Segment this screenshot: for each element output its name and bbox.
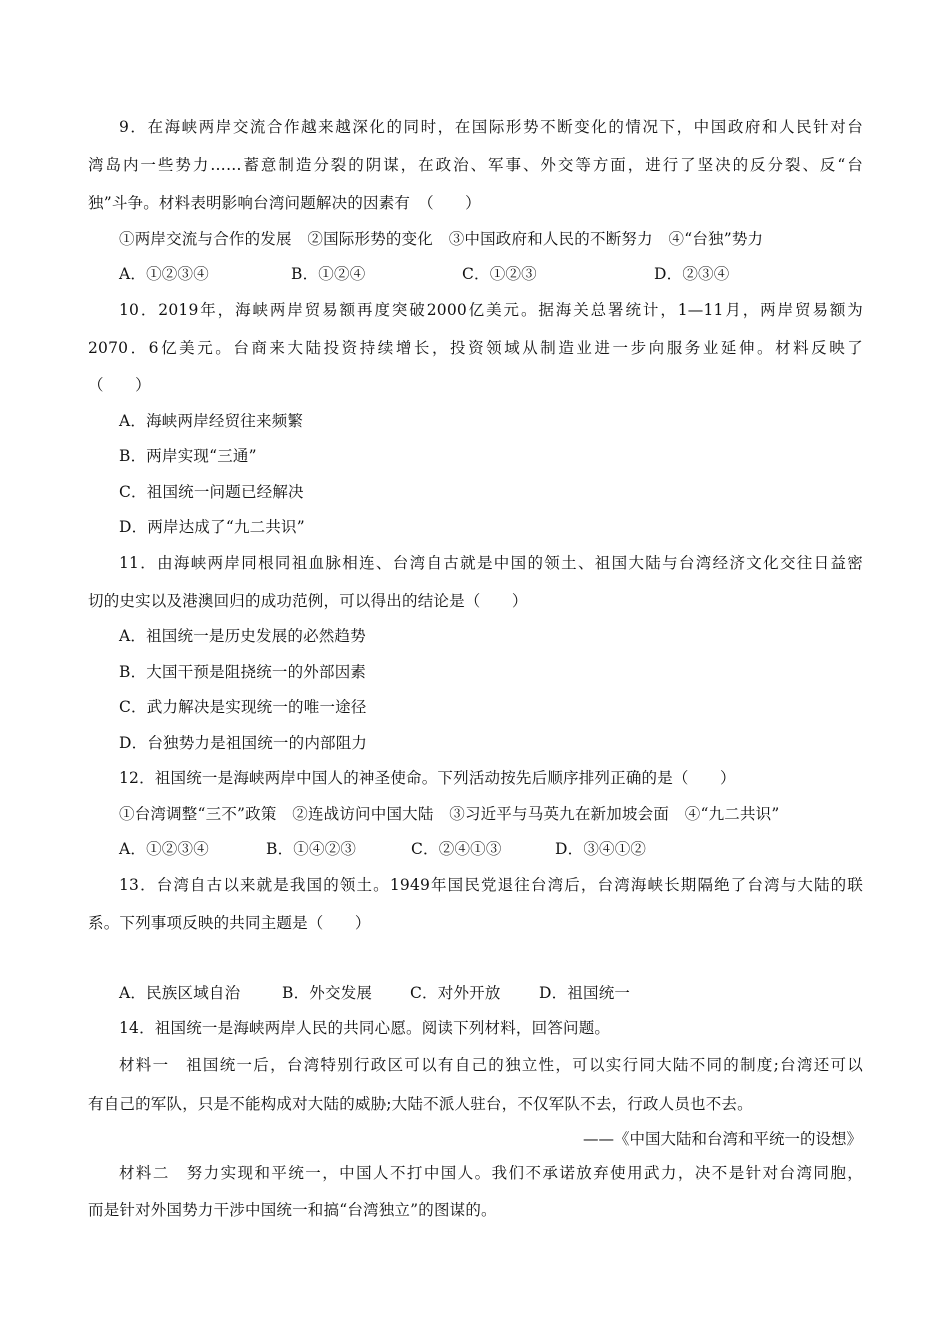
q11-option-a[interactable]: A．祖国统一是历史发展的必然趋势 <box>119 627 366 645</box>
q11-option-d[interactable]: D．台独势力是祖国统一的内部阻力 <box>119 734 368 752</box>
q14-material2-line1: 材料二 努力实现和平统一，中国人不打中国人。我们不承诺放弃使用武力，决不是针对台湾同胞， <box>119 1164 863 1182</box>
q9-stem-line3: 独”斗争。材料表明影响台湾问题解决的因素有 （ ） <box>88 194 481 212</box>
q10-option-a[interactable]: A．海峡两岸经贸往来频繁 <box>119 412 304 430</box>
q12-option-c[interactable]: C．②④①③ <box>411 840 502 858</box>
q10-option-c[interactable]: C．祖国统一问题已经解决 <box>119 483 304 501</box>
q13-stem-line2: 系。下列事项反映的共同主题是（ ） <box>88 914 371 932</box>
q14-stem-line1: 14．祖国统一是海峡两岸人民的共同心愿。阅读下列材料，回答问题。 <box>119 1019 611 1037</box>
q10-stem-line3: （ ） <box>88 376 151 394</box>
q9-option-a[interactable]: A．①②③④ <box>119 265 209 283</box>
q13-option-d[interactable]: D．祖国统一 <box>539 984 631 1002</box>
q14-material1-line2: 有自己的军队，只是不能构成对大陆的威胁;大陆不派人驻台，不仅军队不去，行政人员也不去。 <box>88 1095 753 1113</box>
q9-option-c[interactable]: C．①②③ <box>462 265 537 283</box>
q10-stem-line1: 10．2019年，海峡两岸贸易额再度突破2000亿美元。据海关总署统计，1—11月，两岸贸易额为 <box>119 301 863 319</box>
q11-stem-line1: 11．由海峡两岸同根同祖血脉相连、台湾自古就是中国的领土、祖国大陆与台湾经济文化交往日益密 <box>119 554 863 572</box>
q9-items: ①两岸交流与合作的发展 ②国际形势的变化 ③中国政府和人民的不断努力 ④“台独”势力 <box>119 230 764 248</box>
q13-option-b[interactable]: B．外交发展 <box>282 984 373 1002</box>
q12-stem-line1: 12．祖国统一是海峡两岸中国人的神圣使命。下列活动按先后顺序排列正确的是（ ） <box>119 769 736 787</box>
q14-material1-source: ——《中国大陆和台湾和平统一的设想》 <box>582 1130 862 1148</box>
q11-option-b[interactable]: B．大国干预是阻挠统一的外部因素 <box>119 663 367 681</box>
q11-stem-line2: 切的史实以及港澳回归的成功范例，可以得出的结论是（ ） <box>88 592 528 610</box>
q9-stem-line2: 湾岛内一些势力……蓄意制造分裂的阴谋，在政治、军事、外交等方面，进行了坚决的反分裂、反“台 <box>88 156 863 174</box>
q13-stem-line1: 13．台湾自古以来就是我国的领土。1949年国民党退往台湾后，台湾海峡长期隔绝了台湾与大陆的联 <box>119 876 863 894</box>
q12-items: ①台湾调整“三不”政策 ②连战访问中国大陆 ③习近平与马英九在新加坡会面 ④“九二共识” <box>119 805 780 823</box>
q10-stem-line2: 2070．6亿美元。台商来大陆投资持续增长，投资领域从制造业进一步向服务业延伸。材料反映了 <box>88 339 863 357</box>
q11-option-c[interactable]: C．武力解决是实现统一的唯一途径 <box>119 698 367 716</box>
q14-material2-line2: 而是针对外国势力干涉中国统一和搞“台湾独立”的图谋的。 <box>88 1201 497 1219</box>
q9-option-b[interactable]: B．①②④ <box>291 265 366 283</box>
q9-option-d[interactable]: D．②③④ <box>654 265 730 283</box>
q13-option-a[interactable]: A．民族区域自治 <box>119 984 241 1002</box>
q10-option-d[interactable]: D．两岸达成了“九二共识” <box>119 518 305 536</box>
q12-option-a[interactable]: A．①②③④ <box>119 840 209 858</box>
q13-option-c[interactable]: C．对外开放 <box>410 984 501 1002</box>
q14-material1-line1: 材料一 祖国统一后，台湾特别行政区可以有自己的独立性，可以实行同大陆不同的制度;台湾还可以 <box>119 1056 863 1074</box>
q10-option-b[interactable]: B．两岸实现“三通” <box>119 447 257 465</box>
q9-stem-line1: 9．在海峡两岸交流合作越来越深化的同时，在国际形势不断变化的情况下，中国政府和人民针对台 <box>119 118 863 136</box>
q12-option-d[interactable]: D．③④①② <box>555 840 647 858</box>
q12-option-b[interactable]: B．①④②③ <box>266 840 357 858</box>
